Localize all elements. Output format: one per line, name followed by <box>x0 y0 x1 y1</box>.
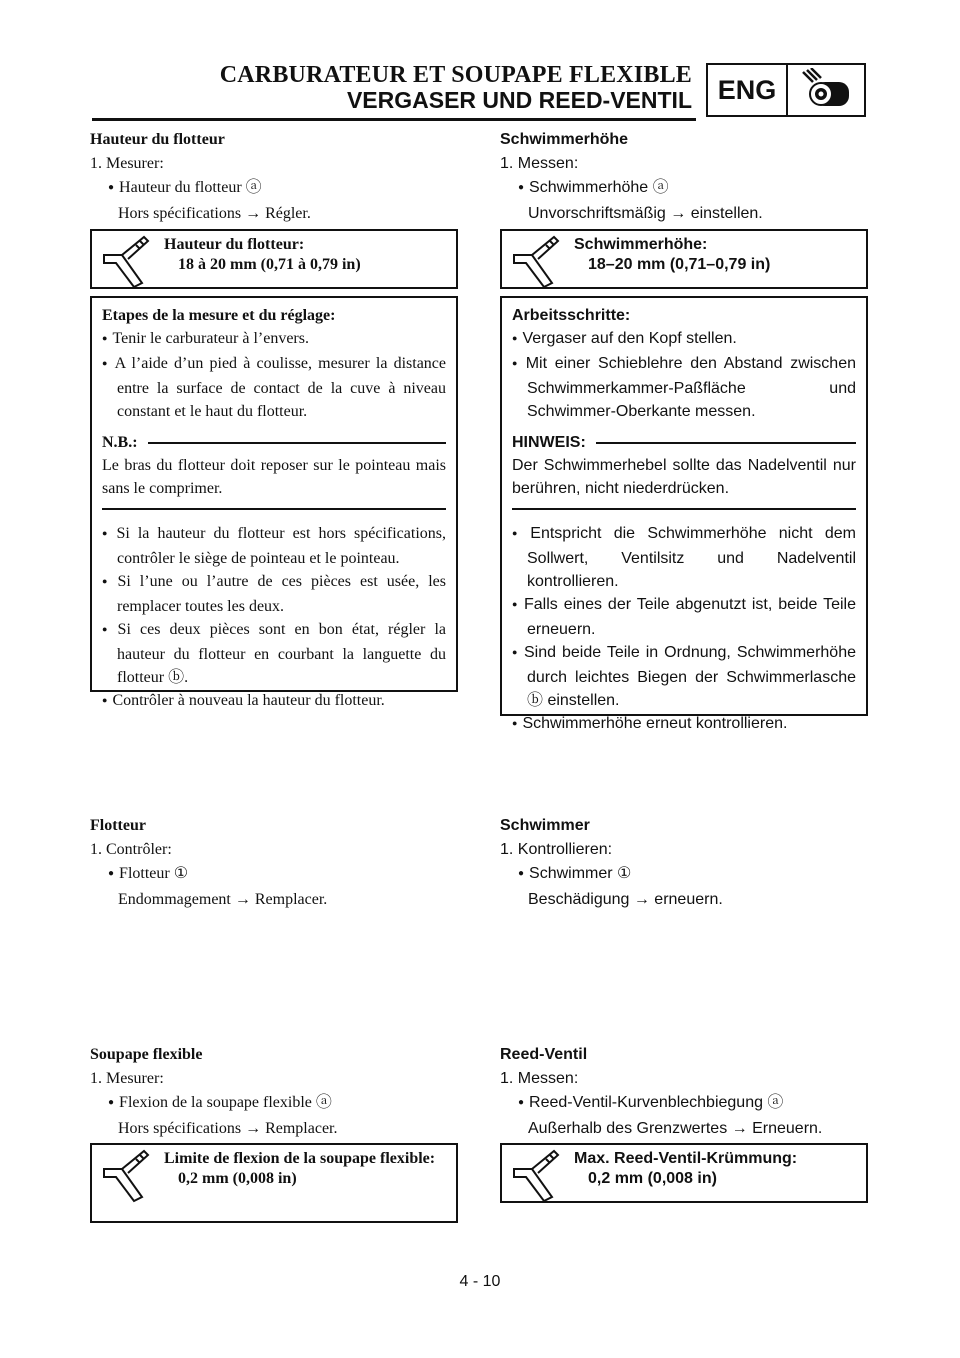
de-reed-spec-value: 0,2 mm (0,008 in) <box>588 1170 717 1187</box>
fr-float-heading: Flotteur <box>90 817 146 834</box>
de-procedure-box <box>500 296 868 732</box>
fr-float-height-spec <box>90 229 458 289</box>
de-reed-step: 1. Messen: <box>500 1070 579 1087</box>
de-reed-spec <box>500 1143 868 1203</box>
fr-reed-action: Hors spécifications → Remplacer. <box>118 1120 338 1137</box>
de-procedure-step: ● Falls eines der Teile abgenutzt ist, beide Teile erneuern. <box>512 593 856 641</box>
de-procedure-title: Arbeitsschritte: <box>512 307 631 324</box>
fr-procedure-step: ● Si l’une ou l’autre de ces pièces est usée, les remplacer toutes les deux. <box>102 570 446 618</box>
de-reed-heading: Reed-Ventil <box>500 1046 588 1063</box>
fr-note-text: Le bras du flotteur doit reposer sur le pointeau mais sans le comprimer. <box>102 457 446 497</box>
fr-float-height-item <box>90 176 460 202</box>
caliper-icon <box>98 1149 152 1203</box>
de-note-label: HINWEIS: <box>512 434 586 451</box>
fr-reed-step: 1. Mesurer: <box>90 1070 164 1087</box>
de-float-height-spec-label: Schwimmerhöhe: <box>574 236 708 253</box>
fr-float-section <box>90 814 460 912</box>
header-rule <box>92 118 696 121</box>
fr-note-label: N.B.: <box>102 434 138 451</box>
de-procedure-step: ● Vergaser auf den Kopf stellen. <box>512 327 856 352</box>
fr-float-step: 1. Contrôler: <box>90 841 172 858</box>
fr-procedure-step: ● Si ces deux pièces sont en bon état, régler la hauteur du flotteur en courbant la languette du flotteur ⓑ. <box>102 618 446 689</box>
fr-float-height-spec-label: Hauteur du flotteur: <box>164 236 305 253</box>
de-procedure-step: ● Mit einer Schieblehre den Abstand zwischen Schwimmerkammer-Paßfläche und Schwimmer-Oberkante messen. <box>512 352 856 423</box>
lang-badge: ENG <box>708 65 788 115</box>
fr-float-action: Endommagement → Remplacer. <box>118 891 328 908</box>
fr-procedure-step: ● Tenir le carburateur à l’envers. <box>102 327 446 352</box>
fr-float-height-spec-value: 18 à 20 mm (0,71 à 0,79 in) <box>178 256 361 273</box>
de-float-height-heading: Schwimmerhöhe <box>500 131 629 148</box>
fr-reed-heading: Soupape flexible <box>90 1046 203 1063</box>
de-reed-action: Außerhalb des Grenzwertes → Erneuern. <box>528 1120 823 1137</box>
caliper-icon <box>98 235 152 289</box>
de-float-section <box>500 814 870 912</box>
fr-note-header <box>102 431 446 454</box>
de-reed-item-text: Reed-Ventil-Kurvenblechbiegung ⓐ <box>529 1094 784 1111</box>
de-float-item-text: Schwimmer ① <box>529 865 632 882</box>
section-badge <box>706 63 866 117</box>
de-float-height-step: 1. Messen: <box>500 155 579 172</box>
fr-note-end-rule <box>102 508 446 510</box>
page-number: 4 - 10 <box>459 1273 501 1290</box>
engine-part-icon <box>788 65 864 115</box>
de-reed-spec-label: Max. Reed-Ventil-Krümmung: <box>574 1150 798 1167</box>
fr-float-item <box>90 862 460 888</box>
fr-float-height-item-text: Hauteur du flotteur ⓐ <box>119 179 262 196</box>
de-procedure-step: ● Schwimmerhöhe erneut kontrollieren. <box>512 712 856 737</box>
caliper-icon <box>508 1149 562 1203</box>
fr-float-item-text: Flotteur ① <box>119 865 189 882</box>
de-float-action: Beschädigung → erneuern. <box>528 891 723 908</box>
section-title-fr: CARBURATEUR ET SOUPAPE FLEXIBLE <box>219 62 692 88</box>
fr-float-height-action: Hors spécifications → Régler. <box>118 205 311 222</box>
caliper-icon <box>508 235 562 289</box>
fr-float-height-section <box>90 128 460 226</box>
de-reed-section <box>500 1043 870 1141</box>
fr-reed-spec-label: Limite de flexion de la soupape flexible: <box>164 1150 436 1167</box>
de-procedure-step: ● Entspricht die Schwimmerhöhe nicht dem Sollwert, Ventilsitz und Nadelventil kontrollieren. <box>512 522 856 593</box>
de-note-header <box>512 431 856 454</box>
fr-reed-spec <box>90 1143 458 1223</box>
fr-procedure-title: Etapes de la mesure et du réglage: <box>102 307 336 324</box>
section-title-de: VERGASER UND REED-VENTIL <box>346 87 692 113</box>
fr-procedure-box <box>90 296 458 709</box>
de-float-height-item-text: Schwimmerhöhe ⓐ <box>529 179 669 196</box>
de-float-step: 1. Kontrollieren: <box>500 841 613 858</box>
de-reed-item <box>500 1091 870 1117</box>
de-float-height-action: Unvorschriftsmäßig → einstellen. <box>528 205 763 222</box>
de-float-height-spec <box>500 229 868 289</box>
fr-procedure-step: ● Si la hauteur du flotteur est hors spécifications, contrôler le siège de pointeau et le pointeau. <box>102 522 446 570</box>
fr-reed-item <box>90 1091 460 1117</box>
de-note-end-rule <box>512 508 856 510</box>
fr-procedure-step: ● Contrôler à nouveau la hauteur du flotteur. <box>102 689 446 714</box>
fr-reed-item-text: Flexion de la soupape flexible ⓐ <box>119 1094 332 1111</box>
de-note-text: Der Schwimmerhebel sollte das Nadelventil nur berühren, nicht niederdrücken. <box>512 457 856 497</box>
de-float-height-section <box>500 128 870 226</box>
de-float-height-item <box>500 176 870 202</box>
fr-reed-spec-value: 0,2 mm (0,008 in) <box>178 1170 297 1187</box>
de-float-heading: Schwimmer <box>500 817 590 834</box>
fr-reed-section <box>90 1043 460 1141</box>
de-float-item <box>500 862 870 888</box>
de-procedure-step: ● Sind beide Teile in Ordnung, Schwimmerhöhe durch leichtes Biegen der Schwimmerlasche ⓑ einstellen. <box>512 641 856 712</box>
fr-procedure-step: ● A l’aide d’un pied à coulisse, mesurer la distance entre la surface de contact de la cuve à niveau constant et le haut du flotteur. <box>102 352 446 423</box>
fr-float-height-heading: Hauteur du flotteur <box>90 131 225 148</box>
fr-float-height-step: 1. Mesurer: <box>90 155 164 172</box>
de-float-height-spec-value: 18–20 mm (0,71–0,79 in) <box>588 256 771 273</box>
